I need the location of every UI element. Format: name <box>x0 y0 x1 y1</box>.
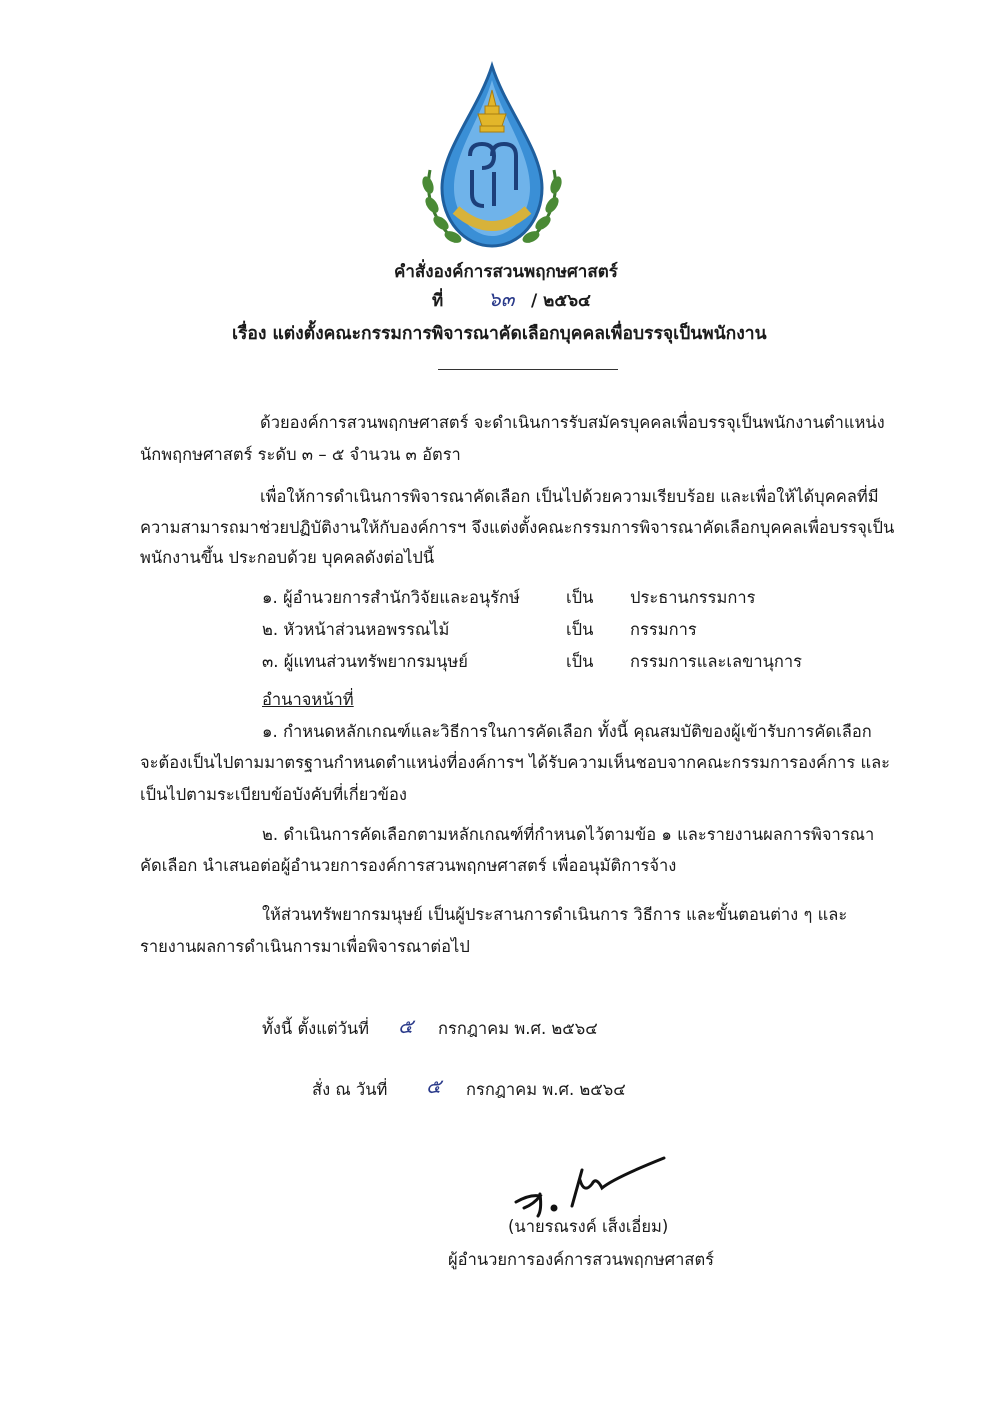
committee-member-role: ประธานกรรมการ <box>630 588 756 607</box>
order-subject: เรื่อง แต่งตั้งคณะกรรมการพิจารณาคัดเลือกบุคคลเพื่อบรรจุเป็นพนักงาน <box>232 324 767 344</box>
header-divider <box>438 369 618 370</box>
committee-member-as: เป็น <box>566 652 594 671</box>
effective-date-prefix: ทั้งนี้ ตั้งแต่วันที่ <box>262 1019 370 1038</box>
order-title: คำสั่งองค์การสวนพฤกษศาสตร์ <box>394 262 618 282</box>
effective-date-month-year: กรกฎาคม พ.ศ. ๒๕๖๔ <box>438 1019 598 1038</box>
committee-member-name: ๓. ผู้แทนส่วนทรัพยากรมนุษย์ <box>262 652 468 671</box>
signatory-name: (นายรณรงค์ เส็งเอี่ยม) <box>508 1217 669 1236</box>
duties-heading: อำนาจหน้าที่ <box>262 690 354 709</box>
paragraph-3-line-2: รายงานผลการดำเนินการมาเพื่อพิจารณาต่อไป <box>140 937 470 956</box>
duty-1-line-1: ๑. กำหนดหลักเกณฑ์และวิธีการในการคัดเลือก ทั้งนี้ คุณสมบัติของผู้เข้ารับการคัดเลือก <box>262 722 872 741</box>
duty-1-line-2: จะต้องเป็นไปตามมาตรฐานกำหนดตำแหน่งที่องค์การฯ ได้รับความเห็นชอบจากคณะกรรมการองค์การ และ <box>140 753 891 772</box>
paragraph-2-line-1: เพื่อให้การดำเนินการพิจารณาคัดเลือก เป็นไปด้วยความเรียบร้อย และเพื่อให้ได้บุคคลที่มี <box>260 487 879 506</box>
order-number-prefix: ที่ <box>432 291 444 311</box>
duty-2-line-1: ๒. ดำเนินการคัดเลือกตามหลักเกณฑ์ที่กำหนดไว้ตามข้อ ๑ และรายงานผลการพิจารณา <box>262 825 875 844</box>
paragraph-1-line-2: นักพฤกษศาสตร์ ระดับ ๓ – ๕ จำนวน ๓ อัตรา <box>140 445 461 464</box>
paragraph-1-line-1: ด้วยองค์การสวนพฤกษศาสตร์ จะดำเนินการรับสมัครบุคคลเพื่อบรรจุเป็นพนักงานตำแหน่ง <box>260 413 885 432</box>
signatory-position: ผู้อำนวยการองค์การสวนพฤกษศาสตร์ <box>448 1250 715 1269</box>
paragraph-3-line-1: ให้ส่วนทรัพยากรมนุษย์ เป็นผู้ประสานการดำเนินการ วิธีการ และขั้นตอนต่าง ๆ และ <box>262 905 848 924</box>
committee-member-name: ๒. หัวหน้าส่วนหอพรรณไม้ <box>262 620 450 639</box>
order-number-year: / ๒๕๖๔ <box>531 291 591 311</box>
committee-member-role: กรรมการและเลขานุการ <box>630 652 803 671</box>
effective-date-day: ๕ <box>398 1014 414 1038</box>
order-number-handwritten: ๖๓ <box>488 287 515 311</box>
order-date-day: ๕ <box>426 1074 442 1098</box>
paragraph-2-line-3: พนักงานขึ้น ประกอบด้วย บุคคลดังต่อไปนี้ <box>140 548 435 567</box>
order-date-prefix: สั่ง ณ วันที่ <box>312 1080 388 1099</box>
committee-member-role: กรรมการ <box>630 620 697 639</box>
duty-1-line-3: เป็นไปตามระเบียบข้อบังคับที่เกี่ยวข้อง <box>140 785 407 804</box>
committee-member-as: เป็น <box>566 620 594 639</box>
duty-2-line-2: คัดเลือก นำเสนอต่อผู้อำนวยการองค์การสวนพฤกษศาสตร์ เพื่ออนุมัติการจ้าง <box>140 856 677 875</box>
order-date-month-year: กรกฎาคม พ.ศ. ๒๕๖๔ <box>466 1080 626 1099</box>
organization-logo <box>408 60 576 260</box>
paragraph-2-line-2: ความสามารถมาช่วยปฏิบัติงานให้กับองค์การฯ จึงแต่งตั้งคณะกรรมการพิจารณาคัดเลือกบุคคลเพื่อบรรจุเป็น <box>140 518 895 537</box>
committee-member-name: ๑. ผู้อำนวยการสำนักวิจัยและอนุรักษ์ <box>262 588 520 607</box>
committee-member-as: เป็น <box>566 588 594 607</box>
